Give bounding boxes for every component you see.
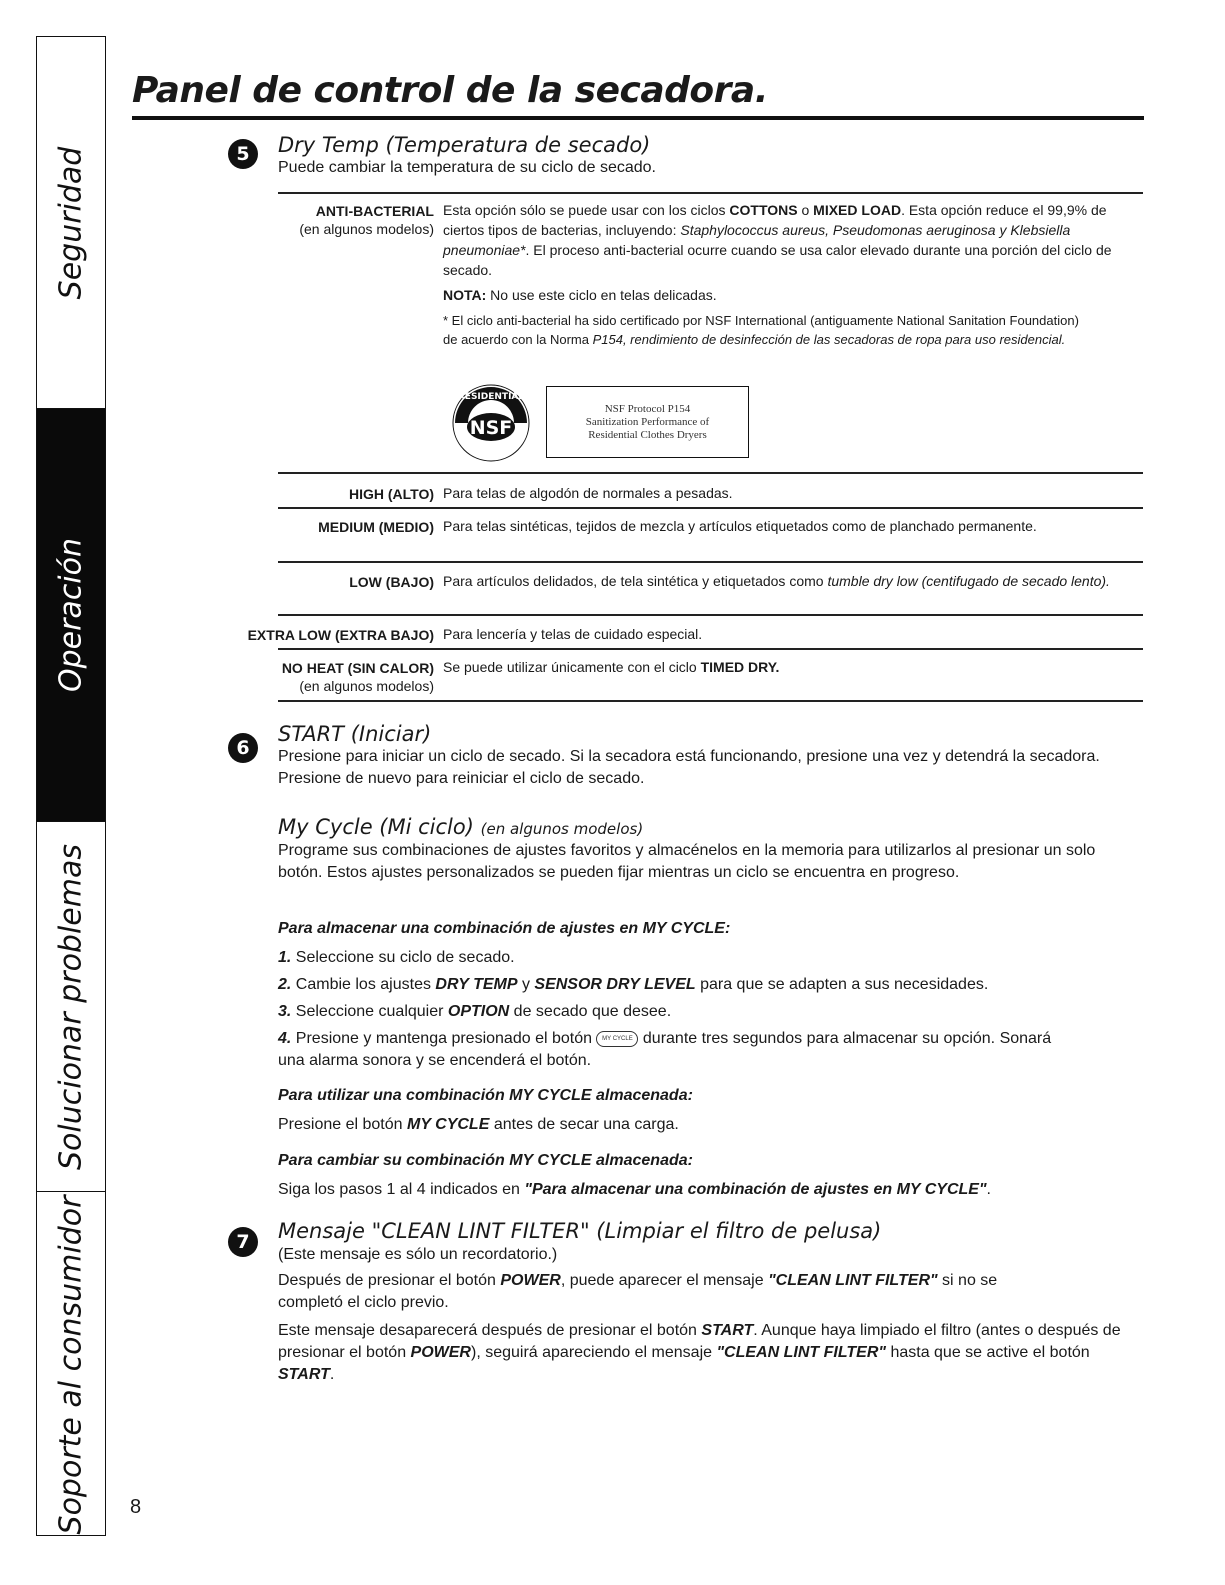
option-description: Para telas sintéticas, tejidos de mezcla y artículos etiquetados como de planchado permanente. — [443, 518, 1037, 534]
nsf-line: NSF Protocol P154 — [604, 403, 691, 415]
list-item — [278, 1028, 1058, 1072]
tab-label: Operación — [53, 537, 89, 693]
text-bold: START — [278, 1366, 330, 1383]
section-number-5: 5 — [228, 139, 258, 169]
nsf-line: Sanitization Performance of — [585, 416, 710, 428]
text: Seleccione cualquier — [295, 1003, 448, 1020]
seal-center-text: NSF — [469, 417, 513, 439]
text: Presione el botón — [278, 1116, 407, 1133]
text-bold: DRY TEMP — [435, 976, 518, 993]
nsf-seal-icon — [444, 380, 544, 462]
note — [443, 285, 1143, 305]
text: . Esta opción reduce el 99,9% de ciertos tipos de bacterias, incluyendo: — [443, 202, 1107, 238]
change-heading: Para cambiar su combinación MY CYCLE almacenada: — [278, 1152, 693, 1169]
section-number-6: 6 — [228, 733, 258, 763]
tab-seguridad[interactable] — [37, 37, 105, 409]
text: Después de presionar el botón — [278, 1272, 501, 1289]
text-bold: "Para almacenar una combinación de ajustes en MY CYCLE" — [524, 1181, 987, 1198]
change-text — [278, 1179, 991, 1201]
section-intro: Puede cambiar la temperatura de su ciclo de secado. — [278, 159, 656, 176]
list-number: 3. — [278, 1003, 292, 1020]
nsf-protocol-box — [546, 386, 749, 458]
section-text: Presione para iniciar un ciclo de secado. Si la secadora está funcionando, presione una vez y detendrá la secadora. Presione de nuevo para reiniciar el ciclo de secado. — [278, 748, 1100, 787]
option-note: (en algunos modelos) — [299, 221, 434, 237]
text: Para artículos delidados, de tela sintética y etiquetados como — [443, 573, 828, 589]
section-heading: Mensaje "CLEAN LINT FILTER" (Limpiar el filtro de pelusa) — [278, 1219, 882, 1243]
option-name: HIGH (ALTO) — [348, 486, 434, 502]
tab-solucionar-problemas[interactable] — [37, 822, 105, 1192]
page-number: 8 — [130, 1496, 142, 1518]
section-text — [278, 1270, 1058, 1314]
list-item — [278, 1001, 671, 1023]
option-name: NO HEAT (SIN CALOR) — [281, 660, 434, 676]
list-item — [278, 947, 515, 969]
text: Seleccione su ciclo de secado. — [295, 949, 515, 966]
table-rule — [278, 472, 1143, 474]
text-italic: Staphylococcus aureus, Pseudomonas aeruginosa y Klebsiella pneumoniae* — [443, 222, 1071, 258]
sidebar-nav — [36, 36, 106, 1536]
option-label — [266, 202, 434, 238]
tab-operacion[interactable] — [37, 409, 105, 822]
option-name: EXTRA LOW (EXTRA BAJO) — [247, 627, 434, 643]
section-text: (Este mensaje es sólo un recordatorio.) — [278, 1246, 558, 1263]
option-name: LOW (BAJO) — [349, 574, 434, 590]
text-bold: POWER — [500, 1272, 561, 1289]
text: Cambie los ajustes — [295, 976, 436, 993]
text: Esta opción sólo se puede usar con los ciclos — [443, 202, 730, 218]
tab-label: Soporte al consumidor — [53, 1195, 89, 1534]
text: . — [329, 1366, 335, 1383]
text: durante tres segundos para almacenar su opción. Sonará una alarma sonora y se encenderá el botón. — [278, 1030, 1052, 1069]
table-rule — [278, 507, 1143, 509]
my-cycle-button-icon: MY CYCLE — [596, 1031, 638, 1047]
option-label — [266, 659, 434, 695]
list-item — [278, 974, 988, 996]
text: Presione y mantenga presionado el botón — [295, 1030, 597, 1047]
table-rule — [278, 614, 1143, 616]
option-description — [443, 200, 1143, 280]
text: Se puede utilizar únicamente con el ciclo — [443, 659, 701, 675]
tab-label: Seguridad — [53, 146, 89, 299]
text: y — [517, 976, 535, 993]
heading-note: (en algunos modelos) — [480, 820, 644, 838]
text: ), seguirá apareciendo el mensaje — [470, 1344, 717, 1361]
text-bold: COTTONS — [729, 202, 798, 218]
section-heading: Dry Temp (Temperatura de secado) — [278, 133, 651, 157]
text: para que se adapten a sus necesidades. — [695, 976, 989, 993]
option-description — [443, 657, 1143, 677]
text-bold: TIMED DRY. — [700, 659, 780, 675]
mycycle-heading — [278, 815, 643, 839]
table-rule — [278, 561, 1143, 563]
page-title: Panel de control de la secadora. — [132, 70, 768, 111]
text: . Aunque haya limpiado el filtro (antes o después de presionar el botón — [278, 1322, 1121, 1361]
use-text — [278, 1114, 679, 1136]
mycycle-text: Programe sus combinaciones de ajustes favoritos y almacénelos en la memoria para utilizarlos al presionar un solo botón. Estos ajustes personalizados se pueden fijar mientras un ciclo se encuentra en progreso. — [278, 842, 1096, 881]
text: . El proceso anti-bacterial ocurre cuando se usa calor elevado durante una porción del ciclo de secado. — [443, 242, 1112, 278]
text-italic: tumble dry low (centifugado de secado lento). — [827, 573, 1110, 589]
text-bold: MIXED LOAD — [813, 202, 902, 218]
text-bold: "CLEAN LINT FILTER" — [716, 1344, 886, 1361]
text: o — [797, 202, 814, 218]
store-heading: Para almacenar una combinación de ajustes en MY CYCLE: — [278, 920, 731, 937]
text: hasta que se active el botón — [886, 1344, 1090, 1361]
table-rule — [278, 700, 1143, 702]
footnote — [443, 311, 1083, 349]
list-number: 2. — [278, 976, 292, 993]
text-bold: "CLEAN LINT FILTER" — [768, 1272, 938, 1289]
title-divider — [132, 116, 1144, 120]
use-heading: Para utilizar una combinación MY CYCLE almacenada: — [278, 1087, 693, 1104]
nsf-line: Residential Clothes Dryers — [588, 429, 707, 441]
note-label: NOTA: — [443, 287, 487, 303]
seal-top-text: RESIDENTIAL — [457, 392, 525, 402]
tab-soporte-consumidor[interactable] — [37, 1192, 105, 1537]
section-heading: START (Iniciar) — [278, 722, 432, 746]
tab-label: Solucionar problemas — [53, 843, 89, 1170]
heading-text: My Cycle (Mi ciclo) — [278, 815, 474, 839]
text-bold: POWER — [410, 1344, 471, 1361]
section-number-7: 7 — [228, 1227, 258, 1257]
note-text: No use este ciclo en telas delicadas. — [486, 287, 717, 303]
text-bold: START — [701, 1322, 754, 1339]
section-text — [278, 1320, 1143, 1386]
text-bold: SENSOR DRY LEVEL — [534, 976, 696, 993]
table-rule — [278, 192, 1143, 194]
nsf-certification-logo — [444, 380, 754, 462]
text: . — [986, 1181, 991, 1198]
footnote-text: * El ciclo anti-bacterial ha sido certificado por NSF International (antiguamente National Sanitation Foundation) de acuerdo con la Norma — [443, 313, 1079, 347]
table-rule — [278, 648, 1143, 650]
option-note: (en algunos modelos) — [299, 678, 434, 694]
option-description — [443, 571, 1143, 591]
footnote-italic: P154, rendimiento de desinfección de las secadoras de ropa para uso residencial. — [592, 332, 1066, 347]
text: si no se completó el ciclo previo. — [278, 1272, 998, 1311]
text: de secado que desee. — [509, 1003, 672, 1020]
text-bold: MY CYCLE — [406, 1116, 490, 1133]
text: Siga los pasos 1 al 4 indicados en — [278, 1181, 525, 1198]
list-number: 4. — [278, 1030, 292, 1047]
option-description: Para telas de algodón de normales a pesadas. — [443, 485, 733, 501]
text-bold: OPTION — [447, 1003, 510, 1020]
option-name: ANTI-BACTERIAL — [315, 203, 434, 219]
list-number: 1. — [278, 949, 292, 966]
text: , puede aparecer el mensaje — [560, 1272, 769, 1289]
text: Este mensaje desaparecerá después de presionar el botón — [278, 1322, 702, 1339]
option-name: MEDIUM (MEDIO) — [318, 519, 434, 535]
option-description: Para lencería y telas de cuidado especial. — [443, 626, 703, 642]
text: antes de secar una carga. — [489, 1116, 679, 1133]
